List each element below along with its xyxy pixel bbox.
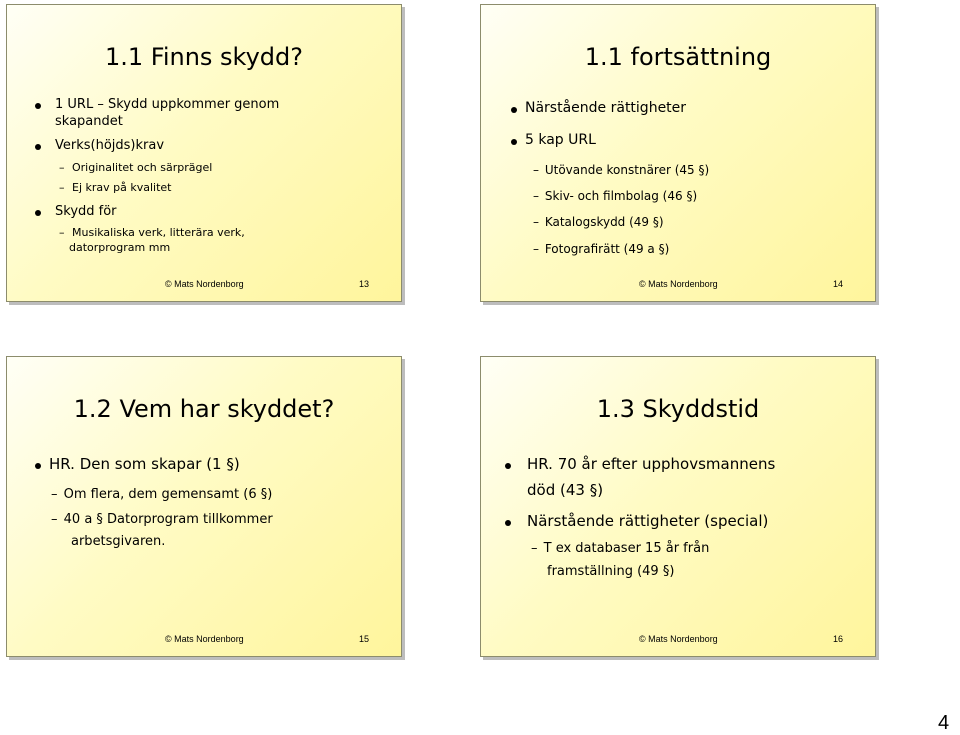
subbullet-text: Originalitet och särprägel [72, 161, 213, 174]
subbullet-text: Ej krav på kvalitet [72, 181, 172, 194]
subbullet-row [59, 161, 212, 174]
slide-number: 15 [359, 634, 370, 644]
subbullet-row [531, 541, 709, 556]
subbullet-text: Om flera, dem gemensamt (6 §) [63, 487, 273, 502]
bullet-text: HR. Den som skapar (1 §) [49, 455, 240, 473]
subbullet-text-cont: framställning (49 §) [547, 564, 675, 579]
subbullet-text-cont: datorprogram mm [69, 241, 171, 254]
subbullet-row [533, 242, 669, 256]
dash-icon: – [51, 487, 58, 502]
bullet-text: Skydd för [55, 204, 117, 219]
bullet-icon [35, 210, 41, 216]
subbullet-text-cont: arbetsgivaren. [71, 534, 166, 549]
subbullet-row [533, 163, 709, 177]
slide-title: 1.3 Skyddstid [596, 395, 760, 423]
slide-title: 1.2 Vem har skyddet? [73, 395, 335, 423]
subbullet-text: Fotografirätt (49 a §) [544, 242, 670, 256]
bullet-text: Verks(höjds)krav [55, 138, 165, 153]
dash-icon: – [533, 242, 539, 256]
slide-number: 16 [833, 634, 844, 644]
bullet-icon [35, 463, 41, 469]
page-number: 4 [938, 712, 950, 734]
bullet-text: HR. 70 år efter upphovsmannens [527, 455, 776, 473]
copyright-icon: © [165, 279, 172, 289]
copyright-icon: © [639, 279, 646, 289]
bullet-icon [511, 107, 517, 113]
subbullet-row [59, 226, 245, 239]
bullet-icon [35, 103, 41, 109]
bullet-text-cont: död (43 §) [527, 481, 604, 499]
copyright-icon: © [165, 634, 172, 644]
subbullet-text: Skiv- och filmbolag (46 §) [544, 189, 698, 203]
dash-icon: – [533, 215, 539, 229]
slide-number: 14 [833, 279, 844, 289]
subbullet-row [533, 215, 664, 229]
footer-credit: © Mats Nordenborg [165, 634, 244, 644]
subbullet-row [51, 512, 273, 527]
footer-credit: © Mats Nordenborg [639, 634, 718, 644]
subbullet-text: Katalogskydd (49 §) [544, 215, 664, 229]
slide-16 [480, 356, 876, 657]
bullet-text: 1 URL – Skydd uppkommer genom [55, 97, 280, 112]
dash-icon: – [59, 181, 65, 194]
slide-title: 1.1 Finns skydd? [104, 43, 304, 71]
bullet-icon [505, 520, 511, 526]
dash-icon: – [533, 189, 539, 203]
subbullet-row [59, 181, 172, 194]
dash-icon: – [59, 161, 65, 174]
bullet-icon [505, 463, 511, 469]
subbullet-text: Utövande konstnärer (45 §) [544, 163, 710, 177]
subbullet-row [51, 487, 272, 502]
slide-title: 1.1 fortsättning [584, 43, 772, 71]
subbullet-row [533, 189, 697, 203]
bullet-icon [511, 139, 517, 145]
footer-credit: © Mats Nordenborg [165, 279, 244, 289]
copyright-icon: © [639, 634, 646, 644]
subbullet-text: 40 a § Datorprogram tillkommer [63, 512, 273, 527]
bullet-icon [35, 144, 41, 150]
subbullet-text: T ex databaser 15 år från [543, 541, 710, 556]
slide-14 [480, 4, 876, 302]
dash-icon: – [531, 541, 538, 556]
bullet-text: Närstående rättigheter [525, 100, 687, 116]
slide-number: 13 [359, 279, 370, 289]
subbullet-text: Musikaliska verk, litterära verk, [72, 226, 245, 239]
dash-icon: – [59, 226, 65, 239]
slide-15 [6, 356, 402, 657]
bullet-text-cont: skapandet [55, 114, 123, 129]
bullet-text: 5 kap URL [525, 132, 596, 148]
slide-13 [6, 4, 402, 302]
footer-credit: © Mats Nordenborg [639, 279, 718, 289]
dash-icon: – [533, 163, 539, 177]
dash-icon: – [51, 512, 58, 527]
bullet-text: Närstående rättigheter (special) [527, 512, 769, 530]
